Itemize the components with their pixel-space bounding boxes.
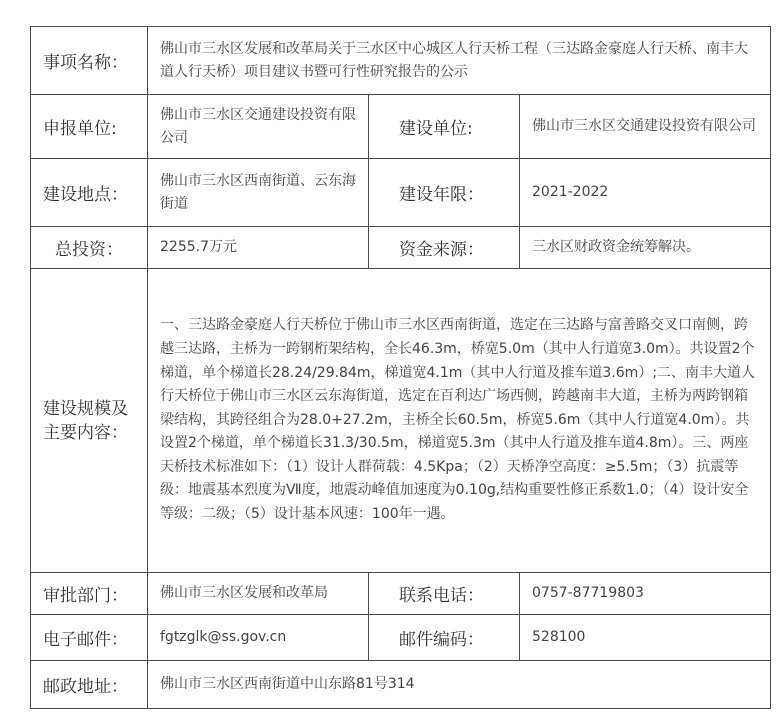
email-value: fgtzglk@ss.gov.cn xyxy=(148,615,369,661)
postcode-label: 邮件编码： xyxy=(369,615,520,661)
email-label: 电子邮件： xyxy=(31,615,148,661)
scope-value: 一、三达路金豪庭人行天桥位于佛山市三水区西南街道，选定在三达路与富善路交叉口南侧，跨越三达路，主桥为一跨钢桁架结构，全长46.3m，桥宽5.0m（其中人行道宽3.0m）。共设置2个梯道，单个梯道长28.24/29.84m，梯道宽4.1m（其中人行道及推车道3.6m）;二、南丰大道人行天桥位于佛山市三水区云东海街道，选定在百利达广场西侧，跨越南丰大道，主桥为两跨钢箱梁结构，其跨径组合为28.0+27.2m，主桥全长60.5m，桥宽5.6m（其中人行道宽4.0m）。共设置2个梯道，单个梯道长31.3/30.5m，梯道宽5.3m（其中人行道及推车道4.8m）。三、两座天桥技术标准如下：（1）设计人群荷载：4.5Kpa；（2）天桥净空高度：≥5.5m；（3）抗震等级：地震基本烈度为Ⅶ度，地震动峰值加速度为0.10g,结构重要性修正系数1.0；（4）设计安全等级：二级；（5）设计基本风速：100年一遇。 xyxy=(148,269,771,573)
investment-label: 总投资： xyxy=(31,227,148,269)
row-address xyxy=(31,661,771,709)
builder-value: 佛山市三水区交通建设投资有限公司 xyxy=(520,95,771,159)
location-label: 建设地点： xyxy=(31,159,148,227)
row-investment xyxy=(31,227,771,269)
row-location xyxy=(31,159,771,227)
phone-value: 0757-87719803 xyxy=(520,573,771,615)
scope-label: 建设规模及主要内容： xyxy=(31,269,148,573)
approval-label: 审批部门： xyxy=(31,573,148,615)
address-label: 邮政地址： xyxy=(31,661,148,709)
funding-label: 资金来源： xyxy=(369,227,520,269)
row-scope xyxy=(31,269,771,573)
row-units xyxy=(31,95,771,159)
row-email xyxy=(31,615,771,661)
applicant-label: 申报单位: xyxy=(31,95,148,159)
location-value: 佛山市三水区西南街道、云东海街道 xyxy=(148,159,369,227)
builder-label: 建设单位: xyxy=(369,95,520,159)
project-info-table xyxy=(30,26,771,709)
period-value: 2021-2022 xyxy=(520,159,771,227)
applicant-value: 佛山市三水区交通建设投资有限公司 xyxy=(148,95,369,159)
address-value: 佛山市三水区西南街道中山东路81号314 xyxy=(148,661,771,709)
phone-label: 联系电话： xyxy=(369,573,520,615)
investment-value: 2255.7万元 xyxy=(148,227,369,269)
postcode-value: 528100 xyxy=(520,615,771,661)
funding-value: 三水区财政资金统筹解决。 xyxy=(520,227,771,269)
period-label: 建设年限： xyxy=(369,159,520,227)
item-name-value: 佛山市三水区发展和改革局关于三水区中心城区人行天桥工程（三达路金豪庭人行天桥、南丰大道人行天桥）项目建议书暨可行性研究报告的公示 xyxy=(148,27,771,95)
approval-value: 佛山市三水区发展和改革局 xyxy=(148,573,369,615)
item-name-label: 事项名称： xyxy=(31,27,148,95)
row-item-name xyxy=(31,27,771,95)
row-approval xyxy=(31,573,771,615)
